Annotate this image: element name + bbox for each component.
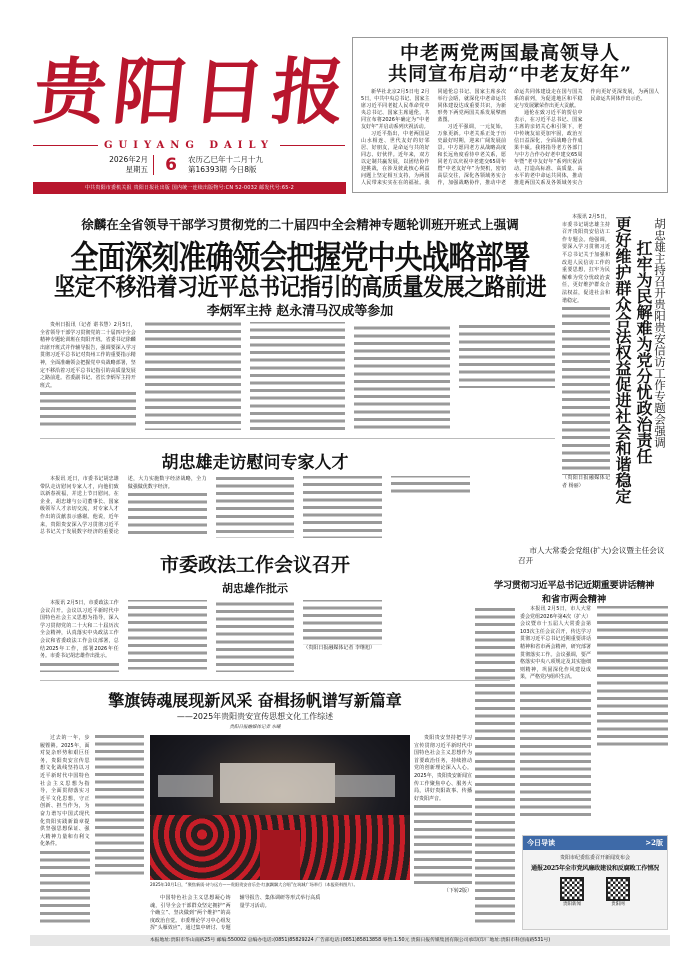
expert-story-body bbox=[40, 476, 470, 538]
newspaper-logo bbox=[29, 30, 351, 142]
paragraph: 新华社北京2月5日电 2月5日，中共中央总书记、国家主席习近平同老挝人民革命党中央总书记、国家主席通伦，共同宣布将2026年确定为“中老友好年”并启动系列庆祝活动。 bbox=[361, 89, 430, 130]
feature-body-mid bbox=[150, 895, 410, 933]
date bbox=[100, 155, 154, 175]
today-guide-title: 今日导读 bbox=[527, 838, 555, 847]
weekday: 星期五 bbox=[125, 165, 148, 174]
logo-char: 阳 bbox=[109, 49, 191, 134]
qr-code-icon bbox=[560, 877, 584, 901]
date-month: 2026年2月 bbox=[109, 155, 148, 164]
lunar-date: 农历乙巳年十二月十九 bbox=[188, 155, 263, 164]
npc-story-body bbox=[520, 606, 668, 821]
paragraph: 过去的一年，步履铿锵。2025年，面对复杂形势和艰巨任务，贵阳贵安宣传思想文化战线坚持以习近平新时代中国特色社会主义思想为指导，全面贯彻落实习近平文化思想，守正创新、担当作为，为奋力谱写中国式现代化贵阳实践新篇章提供坚强思想保证、强大精神力量和有利文化条件。 bbox=[40, 735, 90, 848]
page-link[interactable]: >2版 bbox=[645, 838, 663, 847]
side-headline-1: 扛牢为民解难为党分忧政治责任 bbox=[634, 240, 653, 464]
side-kicker: 胡忠雄主持召开贵阳贵安信访工作专题会强调 bbox=[653, 218, 667, 448]
stage-screen bbox=[220, 763, 335, 803]
text-filler bbox=[475, 606, 515, 926]
paragraph: 本报讯 2月5日，市人大常委会党组2026年第4次（扩大）会议暨市十五届人大常委会第103次主任会议召开，传达学习贯彻习近平总书记近期重要讲话精神和省市两会精神，研究部署贯彻落实工作。会议强调，要严格落实中央八项规定及其实施细则精神，巩固深化作风建设成果，严格党内组织生活。 bbox=[520, 606, 591, 681]
top-story bbox=[352, 37, 668, 193]
divider bbox=[40, 438, 555, 439]
publisher-bar: 中共贵阳市委机关报 贵阳日报社出版 国内统一连续出版物号:CN 52-0032 邮发代号:65-2 bbox=[33, 182, 346, 194]
npc-kicker: 市人大常委会党组(扩大)会议暨主任会议召开 bbox=[518, 546, 665, 565]
paragraph: 通伦在致习近平的贺信中表示，在习近平总书记、国家主席的亲切关心和引领下，老中传统友谊更加牢固，政治互信日益深化，全面战略合作成果丰硕。我将指导老方各部门与中方合作办好老中建交65周年暨“老中友好年”系列庆祝活动，打造高标准、高质量、高水平的老中命运共同体，推动推进两国关系及各领域务实合作向更好更深发展，为两国人民命运共同体作出示范。 bbox=[514, 89, 659, 186]
credit: （贵阳日报融媒体记者 李继旭） bbox=[303, 644, 375, 651]
english-title: GUIYANG DAILY bbox=[104, 140, 274, 151]
qr-label: 贵阳网 bbox=[611, 902, 625, 907]
paragraph: 中国特色社会主义思想凝心铸魂，引导全会干部群众坚定拥护“两个确立”、坚决做到“两个维护”的高度政治自觉。市委理论学习中心组发挥“头雁效应”，通过集中研讨、专题辅导报告、集体调研等形式举行高质量学习活动。 bbox=[150, 895, 321, 932]
concert-photo bbox=[150, 735, 410, 880]
side-screen bbox=[335, 775, 395, 797]
qr-code-icon bbox=[606, 877, 630, 901]
date-row bbox=[100, 153, 340, 177]
red-carpet bbox=[260, 830, 300, 880]
paragraph: 习近平指出，中老两国是山水相连、世代友好的好邻居、好朋友，是命运与共的好同志、好伙伴。近年来，双方以定制共赢发展，以团结协作迎挑战，在涉及彼此核心利益问题上坚定相互支持，为两国人民带来实实在在的福祉。我同通伦总书记、国家主席多次举行会晤，就深化中老命运共同体建设达成重要共识，为新形势下两党两国关系发展擘画蓝图。 bbox=[361, 89, 506, 186]
guide-kicker: 贵阳市纪委监委召开新闻发布会 bbox=[559, 855, 630, 861]
npc-headline-1: 学习贯彻习近平总书记近期重要讲话精神 bbox=[494, 580, 654, 591]
paragraph: 本报讯 近日，市委书记胡忠雄带队走访慰问专家人才，向他们致以新春祝福，并送上节日慰问。在企业，胡忠雄与公司董事长、国家级领军人才亲切交流，对专家人才作出的贡献表示感谢。他说，近年来，贵阳贵安深入学习贯彻习近平总书记关于发展数字经济的重要论述，大力实施数字经济战略，全力做强做优数字经济。 bbox=[40, 476, 207, 536]
feature-subheadline: ——2025年贵阳贵安宣传思想文化工作综述 bbox=[176, 712, 334, 721]
today-guide[interactable] bbox=[522, 835, 668, 930]
qr-label: 贵阳新闻 bbox=[563, 902, 581, 907]
top-story-body bbox=[361, 89, 659, 189]
side-story-body bbox=[562, 214, 610, 534]
day-number: 6 bbox=[165, 155, 177, 175]
law-headline: 市委政法工作会议召开 bbox=[159, 554, 350, 576]
law-subheadline: 胡忠雄作批示 bbox=[222, 582, 288, 595]
feature-headline: 擎旗铸魂展现新风采 奋楫扬帆谱写新篇章 bbox=[108, 691, 402, 710]
paragraph: 贵阳贵安坚持把学习宣传贯彻习近平新时代中国特色社会主义思想作为首要政治任务，持续推动党的创新理论深入人心。2025年，贵阳贵安新闻宣传工作聚焦中心、服务大局，讲好贵阳故事、传播好贵阳声音。 bbox=[414, 735, 472, 802]
expert-headline: 胡忠雄走访慰问专家人才 bbox=[161, 453, 349, 473]
text-filler bbox=[414, 803, 472, 888]
paragraph: 本报讯 2月5日，市委政法工作会议召开。会议以习近平新时代中国特色社会主义思想为指导，深入学习贯彻党的二十大和二十届历次全会精神，认真落实中央政法工作会议和省委政法工作会议部署，总结2025年工作，部署2026年任务。市委书记胡忠雄作出批示。 bbox=[40, 600, 119, 660]
paragraph: 本报讯 2月5日，市委书记胡忠雄主持召开贵阳贵安信访工作专题会。他强调，要深入学习贯彻习近平总书记关于加强和改进人民信访工作的重要思想，扛牢为民解难为党分忧政治责任，更好维护群众合法权益，促进社会和谐稳定。 bbox=[562, 214, 610, 304]
masthead-english bbox=[33, 140, 345, 151]
issue-info bbox=[188, 155, 263, 175]
law-story-body bbox=[40, 600, 470, 672]
side-screen bbox=[158, 775, 213, 797]
paragraph: 贵州日报讯（记者 谌书慧）2月5日，全省领导干部学习贯彻党的二十届四中全会精神专题轮训班在贵阳开班。省委书记徐麟出席开班式并作辅导报告，强调要深入学习贯彻习近平总书记对贵州工作的重要指示精神，全面准确领会把握党中央战略部署，坚定不移沿着习近平总书记指引的高质量发展之路前进。省委副书记、省长李炳军主持开班式。 bbox=[40, 322, 136, 389]
lead-story-body bbox=[40, 322, 555, 430]
feature-byline: 贵阳日报融媒体记者 东曦 bbox=[229, 725, 281, 730]
issue-number: 第16393期 今日8版 bbox=[188, 165, 257, 174]
footer-bar: 本报地址:贵阳市华山南路25号 邮编:550002 总编办电话:(0851)85829224 广告部电话:(0851)85813858 零售:1.50元 贵阳日报传媒集团有限公司承印(印厂地址:贵阳市科创南路531号) bbox=[30, 935, 670, 946]
text-filler bbox=[562, 305, 610, 475]
credit: （贵阳日报融媒体记者 杨丽） bbox=[562, 475, 610, 489]
qr-code-guiyang-web[interactable] bbox=[606, 877, 630, 907]
logo-char: 日 bbox=[188, 49, 270, 134]
continued-note: （下转2版） bbox=[443, 888, 472, 895]
lead-subheadline: 李炳军主持 赵永清马汉成等参加 bbox=[206, 304, 394, 319]
feature-body-left bbox=[40, 735, 144, 927]
top-headline-1: 中老两党两国最高领导人 bbox=[399, 42, 620, 64]
lead-kicker: 徐麟在全省领导干部学习贯彻党的二十届四中全会精神专题轮训班开班式上强调 bbox=[81, 217, 519, 232]
logo-char: 贵 bbox=[29, 49, 111, 134]
side-headline-2: 更好维护群众合法权益促进社会和谐稳定 bbox=[613, 216, 632, 504]
lead-headline-1: 全面深刻准确领会把握党中央战略部署 bbox=[70, 238, 530, 277]
divider bbox=[40, 680, 510, 681]
today-guide-bar bbox=[523, 836, 667, 850]
column-continuation bbox=[475, 606, 515, 926]
photo-caption: 2025年10月1日，“聚焦新质·诗与远方——贵阳贵安音乐会·红旗飘飘大合唱”在筑城广场举行（本报资料图片）。 bbox=[150, 882, 358, 887]
paragraph: 习近平强调，一元复始，万象更新。中老关系正处于历史最好时期，迎来广阔发展前景。中方愿同老方从战略高度和长远角度看待中老关系，愿同老方以庆祝中老建交65周年暨“中老友好年”为契机，密切高层交往，深化各领域务实合作，加强战略协作，推动中老命运共同体建设走在国与国关系的前列，为促进地区和平稳定与发展繁荣作出更大贡献。 bbox=[437, 89, 583, 186]
logo-char: 报 bbox=[267, 49, 349, 134]
qr-code-guiyang-news[interactable] bbox=[560, 877, 584, 907]
top-headline-2: 共同宣布启动“中老友好年” bbox=[388, 63, 632, 85]
guide-headline[interactable]: 通报2025年全市党风廉政建设和反腐败工作情况 bbox=[531, 865, 659, 872]
feature-body-right bbox=[414, 735, 472, 927]
npc-headline-2: 和省市两会精神 bbox=[541, 594, 607, 605]
lead-headline-2: 坚定不移沿着习近平总书记指引的高质量发展之路前进 bbox=[54, 273, 546, 301]
